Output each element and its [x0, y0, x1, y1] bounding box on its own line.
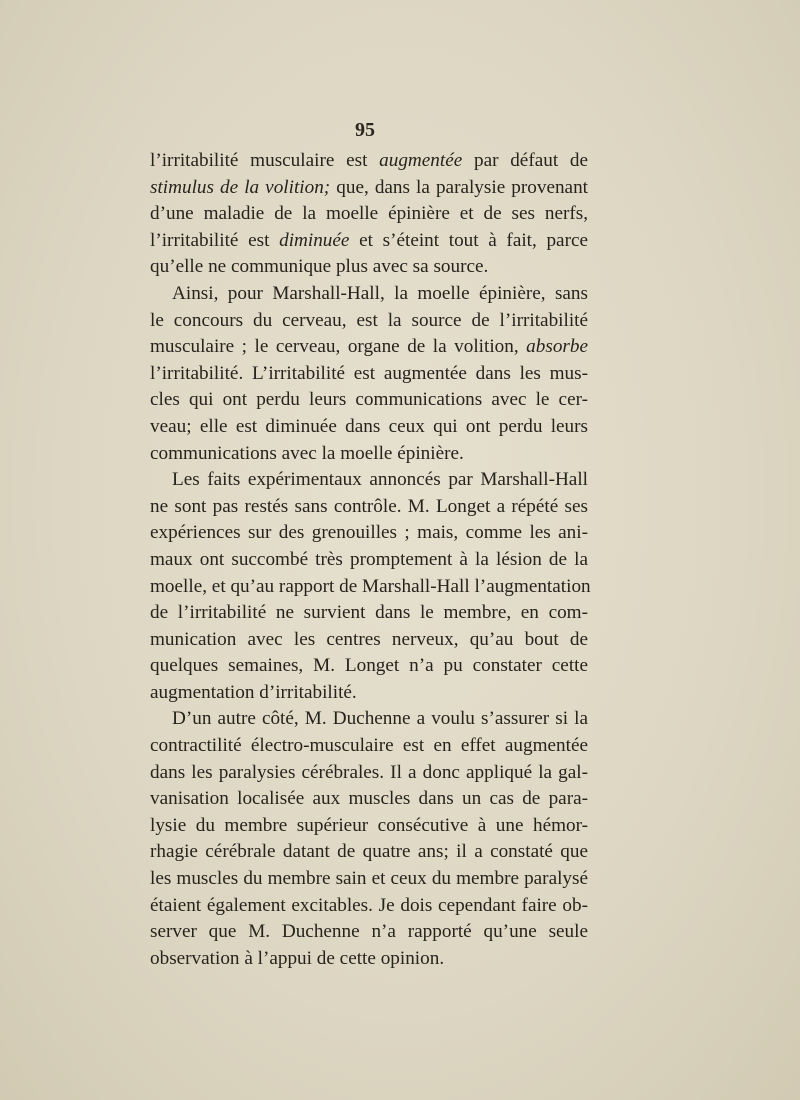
text-line [150, 733, 588, 760]
text-line [150, 813, 588, 840]
text-line [150, 148, 588, 175]
text-segment: communications avec la moelle épinière. [150, 442, 464, 464]
text-line [150, 839, 588, 866]
text-segment: lysie du membre supérieur consécutive à une hémor- [150, 814, 588, 836]
text-segment: expériences sur des grenouilles ; mais, comme les ani- [150, 522, 588, 544]
text-line [150, 175, 588, 202]
text-segment: D’un autre côté, M. Duchenne a voulu s’assurer si la [172, 708, 588, 730]
text-line [150, 254, 588, 281]
text-line [150, 706, 588, 733]
text-segment: moelle, et qu’au rapport de Marshall-Hall l’augmentation [150, 575, 591, 597]
text-segment: cles qui ont perdu leurs communications avec le cer- [150, 389, 588, 411]
text-segment: de l’irritabilité ne survient dans le membre, en com- [150, 602, 588, 624]
text-segment: l’irritabilité. L’irritabilité est augmentée dans les mus- [150, 362, 588, 384]
text-segment: l’irritabilité musculaire est [150, 150, 380, 171]
text-line [150, 866, 588, 893]
text-line [150, 919, 588, 946]
text-segment: Ainsi, pour Marshall-Hall, la moelle épinière, sans [172, 282, 588, 304]
text-segment: que, dans la paralysie provenant [330, 176, 588, 198]
italic-text: absorbe [526, 336, 588, 358]
text-line [150, 627, 588, 654]
text-line [150, 387, 588, 414]
text-segment: les muscles du membre sain et ceux du membre paralysé [150, 868, 588, 890]
text-segment: observation à l’appui de cette opinion. [150, 947, 445, 969]
text-segment: par défaut de [462, 150, 588, 171]
text-segment: rhagie cérébrale datant de quatre ans; il a constaté que [150, 841, 588, 863]
text-line [150, 574, 591, 601]
text-line [150, 361, 588, 388]
text-line [150, 414, 588, 441]
text-segment: et s’éteint tout à fait, parce [349, 229, 588, 251]
text-segment: veau; elle est diminuée dans ceux qui ont perdu leurs [150, 415, 588, 437]
text-segment: musculaire ; le cerveau, organe de la volition, [150, 336, 527, 358]
text-segment: qu’elle ne communique plus avec sa source. [150, 256, 489, 278]
text-line [150, 520, 588, 547]
text-segment: quelques semaines, M. Longet n’a pu constater cette [150, 655, 588, 677]
text-line [150, 441, 588, 468]
text-line [150, 946, 588, 973]
text-segment: dans les paralysies cérébrales. Il a donc appliqué la gal- [150, 761, 588, 783]
text-line [150, 600, 588, 627]
text-line [150, 201, 588, 228]
text-line [150, 653, 588, 680]
text-segment: Les faits expérimentaux annoncés par Marshall-Hall [172, 469, 588, 491]
text-line [150, 228, 588, 255]
text-segment: vanisation localisée aux muscles dans un cas de para- [150, 788, 588, 810]
page-number: 95 [355, 119, 375, 141]
text-line [150, 893, 588, 920]
italic-text: stimulus de la volition; [150, 176, 331, 198]
text-line [150, 308, 588, 335]
text-segment: contractilité électro-musculaire est en effet augmentée [150, 735, 588, 757]
text-segment: d’une maladie de la moelle épinière et de ses nerfs, [150, 203, 588, 225]
text-line [150, 786, 588, 813]
text-segment: étaient également excitables. Je dois cependant faire ob- [150, 894, 588, 916]
text-line [150, 281, 588, 308]
text-segment: munication avec les centres nerveux, qu’au bout de [150, 628, 588, 650]
text-segment: ne sont pas restés sans contrôle. M. Longet a répété ses [150, 495, 588, 517]
italic-text: augmentée [379, 150, 463, 171]
italic-text: diminuée [279, 229, 350, 251]
body-text [150, 148, 591, 972]
text-line [150, 467, 588, 494]
text-segment: le concours du cerveau, est la source de l’irritabilité [150, 309, 588, 331]
text-segment: maux ont succombé très promptement à la lésion de la [150, 548, 588, 570]
text-line [150, 760, 588, 787]
text-line [150, 334, 588, 361]
text-segment: server que M. Duchenne n’a rapporté qu’une seule [150, 921, 588, 943]
text-line [150, 680, 588, 707]
text-line [150, 494, 588, 521]
text-line [150, 547, 588, 574]
text-segment: augmentation d’irritabilité. [150, 681, 357, 703]
text-segment: l’irritabilité est [150, 229, 280, 251]
